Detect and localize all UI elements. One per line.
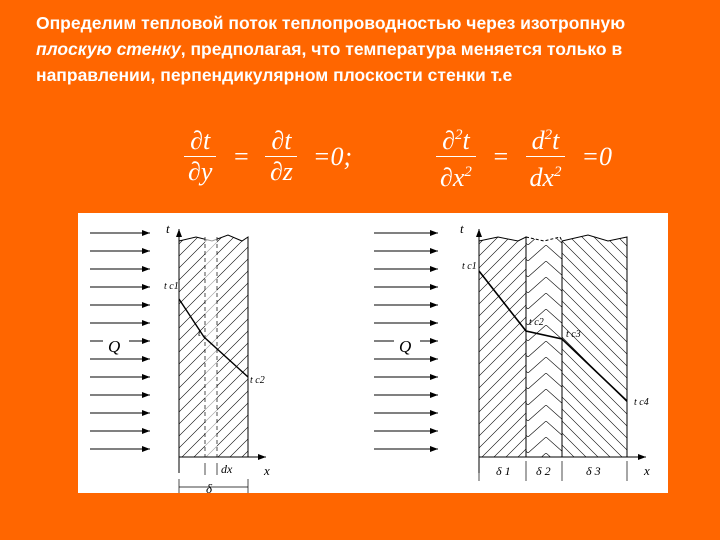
formula-second-derivatives — [430, 120, 622, 193]
fraction-dt-dy — [182, 126, 218, 187]
numerator: ∂t — [265, 126, 297, 157]
single-wall-diagram — [90, 221, 270, 493]
fraction-d2t-dx2-total — [523, 120, 567, 193]
intro-emphasis: плоскую стенку — [36, 39, 181, 59]
numerator: ∂$^2$t — [436, 120, 476, 157]
heat-flow-label: Q — [399, 337, 412, 356]
layer-2 — [526, 237, 562, 457]
denominator: ∂z — [269, 157, 293, 186]
multilayer-wall-diagram — [374, 221, 650, 481]
layer-1 — [479, 237, 526, 457]
denominator: ∂y — [188, 157, 213, 186]
denominator: $\partial x^2$ — [440, 163, 472, 192]
layer-3 — [562, 235, 627, 457]
layer-2-thickness-label: δ 2 — [536, 464, 551, 478]
t-axis-label: t — [460, 221, 464, 236]
intro-part-1: Определим тепловой поток теплопроводностью через изотропную — [36, 13, 626, 33]
layer-1-thickness-label: δ 1 — [496, 464, 511, 478]
heat-flow-label: Q — [108, 337, 121, 356]
numerator: ∂t — [184, 126, 216, 157]
equals-zero: =0 — [581, 141, 613, 171]
layer-3-thickness-label: δ 3 — [586, 464, 601, 478]
fraction-dt-dz — [264, 126, 299, 187]
equals-sign: = — [491, 141, 510, 171]
equals-zero: =0; — [312, 141, 353, 171]
x-axis-label: x — [644, 463, 650, 478]
dx-label: dx — [221, 462, 233, 476]
formula-partial-derivatives — [178, 126, 362, 187]
temp-mid-label: t — [198, 328, 201, 339]
temp-surface-2-label: t c2 — [250, 375, 265, 386]
temp-surface-1-label: t c1 — [462, 261, 477, 272]
intro-text — [36, 10, 696, 88]
thickness-label: δ — [206, 481, 213, 493]
intro-part-2: , предполагая, что температура меняется только в направлении, перпендикулярном плоскости стенки т.е — [36, 39, 623, 85]
equals-sign: = — [232, 141, 250, 171]
temp-surface-1-label: t c1 — [164, 281, 179, 292]
temp-surface-4-label: t c4 — [634, 397, 649, 408]
diagram-panel — [78, 213, 668, 493]
t-axis-label: t — [166, 221, 170, 236]
temp-interface-3-label: t c3 — [566, 329, 581, 340]
fraction-d2t-dx2-partial — [434, 120, 478, 193]
numerator: $d^2t$ — [526, 120, 566, 157]
temp-interface-2-label: t c2 — [529, 317, 544, 328]
denominator: $dx^2$ — [529, 163, 562, 192]
x-axis-label: x — [264, 463, 270, 478]
